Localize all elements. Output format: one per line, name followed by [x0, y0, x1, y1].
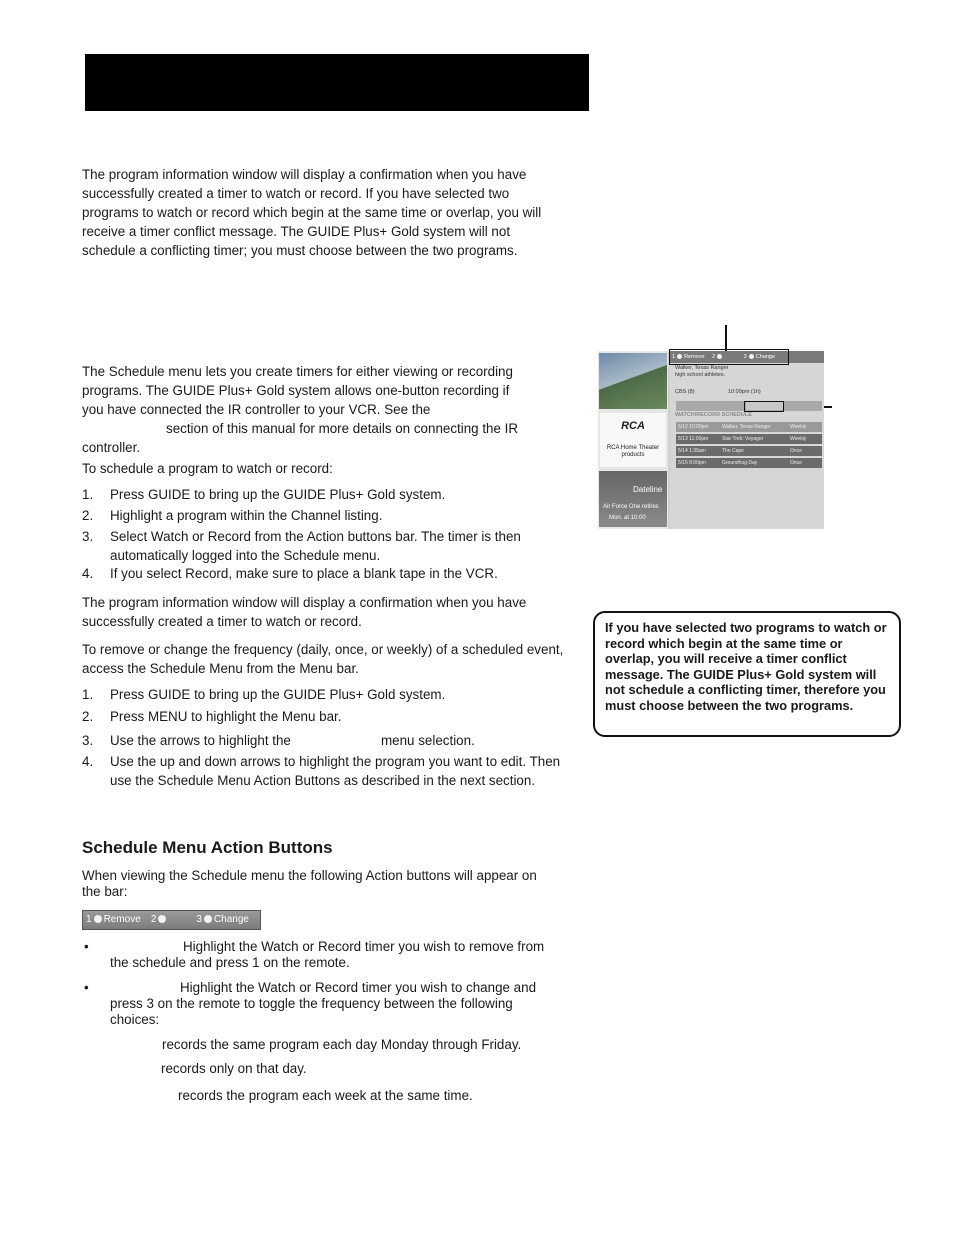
tv-info-line: Walker, Texas Ranger — [675, 365, 729, 371]
pointer-line — [725, 325, 727, 351]
step-text: If you select Record, make sure to place a blank tape in the VCR. — [110, 566, 498, 581]
news-time: Mon. at 10:00 — [609, 515, 646, 521]
remove-label: Remove — [103, 914, 141, 925]
step-number: 3. — [82, 529, 94, 544]
tv-key-2: 2 — [712, 354, 716, 360]
row-date: 5/14 1:35am — [678, 448, 706, 454]
step-number: 2. — [82, 709, 94, 724]
section-heading: Schedule Menu Action Buttons — [82, 838, 333, 857]
row-title: Walker, Texas Ranger — [722, 424, 771, 430]
button-dot-icon — [158, 915, 166, 923]
step-number: 4. — [82, 566, 94, 581]
schedule-intro-line: The Schedule menu lets you create timers for either viewing or recording — [82, 364, 513, 379]
action-key-3: 3 — [196, 914, 202, 925]
remove-paragraph: To remove or change the frequency (daily, once, or weekly) of a scheduled event, access the Schedule Menu from the Menu bar. — [82, 642, 564, 676]
schedule-row — [676, 458, 822, 468]
schedule-row — [676, 446, 822, 456]
ad-brand: RCA — [621, 420, 645, 432]
step-text: Select Watch or Record from the Action buttons bar. The timer is then automatically logged into the Schedule menu. — [110, 529, 521, 563]
row-title: Groundhog Day — [722, 460, 758, 466]
schedule-row — [676, 434, 822, 444]
frequency-daily: records the same program each day Monday through Friday. — [162, 1037, 522, 1052]
tv-right-panel — [670, 351, 824, 529]
news-panel — [599, 471, 667, 527]
intro-paragraph: The program information window will display a confirmation when you have successfully created a timer to watch or record. If you have selected two programs to watch or record which begin at the same time or overlap, you will receive a timer conflict message. The GUIDE Plus+ Gold system will not schedule a conflicting timer; you must choose between the two programs. — [82, 167, 542, 258]
note-callout: If you have selected two programs to watch or record which begin at the same time or overlap, you will receive a timer conflict message. The GUIDE Plus+ Gold system will not schedule a conflicting timer, therefore you must choose between the two programs. — [593, 611, 901, 737]
news-caption: Air Force One retires — [603, 504, 659, 510]
tv-key-3: 3 — [743, 354, 747, 360]
tv-channel: CBS (8) — [675, 389, 695, 395]
highlight-box-actionbar — [669, 349, 789, 365]
step-text: Press MENU to highlight the Menu bar. — [110, 709, 342, 724]
tv-change-label: Change — [755, 354, 776, 360]
frequency-weekly: records the program each week at the same time. — [178, 1088, 473, 1103]
tv-left-panel — [598, 351, 668, 529]
guide-screenshot — [598, 351, 824, 529]
step-text: Highlight a program within the Channel listing. — [110, 508, 383, 523]
row-date: 5/12 10:00pm — [678, 424, 709, 430]
schedule-intro-line: controller. — [82, 440, 141, 455]
ad-text: RCA Home Theater products — [606, 445, 660, 458]
row-frequency: Once — [790, 448, 802, 454]
button-dot-icon — [94, 915, 102, 923]
step-number: 2. — [82, 508, 94, 523]
tv-time: 10:00pm (1h) — [728, 389, 761, 395]
action-key-2: 2 — [150, 914, 157, 925]
schedule-intro — [82, 362, 572, 457]
tv-key-1: 1 — [672, 354, 676, 360]
schedule-intro-line: you have connected the IR controller to your VCR. See the — [82, 402, 431, 417]
news-title: Dateline — [633, 485, 663, 494]
bullet-text: Highlight the Watch or Record timer you wish to change and press 3 on the remote to toggle the frequency between the following choices: — [110, 980, 537, 1027]
step-text: Press GUIDE to bring up the GUIDE Plus+ Gold system. — [110, 487, 446, 502]
schedule-intro-line: programs. The GUIDE Plus+ Gold system allows one-button recording if — [82, 383, 510, 398]
step-text: menu selection. — [381, 733, 475, 748]
step-number: 1. — [82, 687, 94, 702]
step-text: Use the arrows to highlight the — [110, 733, 291, 748]
row-title: Star Trek: Voyager — [722, 436, 764, 442]
frequency-once: records only on that day. — [161, 1061, 307, 1076]
action-bar — [82, 910, 261, 930]
step-number: 4. — [82, 754, 94, 769]
tv-info-line: high school athletes. — [675, 372, 726, 378]
tv-tab-header: WATCH/RECORD SCHEDULE — [675, 412, 752, 418]
row-frequency: Weekly — [790, 424, 807, 430]
row-frequency: Weekly — [790, 436, 807, 442]
schedule-row — [676, 422, 822, 432]
change-label: Change — [213, 914, 249, 925]
ad-panel — [600, 413, 666, 467]
race-thumbnail — [599, 353, 667, 409]
bullet-text: Highlight the Watch or Record timer you wish to remove from the schedule and press 1 on the remote. — [110, 939, 545, 970]
step-number: 1. — [82, 487, 94, 502]
to-schedule-text: To schedule a program to watch or record: — [82, 461, 333, 476]
step-text: Press GUIDE to bring up the GUIDE Plus+ Gold system. — [110, 687, 446, 702]
highlight-box-tab — [744, 401, 784, 412]
section-intro: When viewing the Schedule menu the following Action buttons will appear on the bar: — [82, 868, 537, 899]
row-title: The Cape — [722, 448, 744, 454]
tv-remove-label: Remove — [684, 354, 705, 360]
row-frequency: Once — [790, 460, 802, 466]
bullet-mark: • — [84, 939, 89, 954]
row-date: 5/13 11:00pm — [678, 436, 709, 442]
confirm-paragraph: The program information window will display a confirmation when you have successfully created a timer to watch or record. — [82, 595, 527, 629]
action-key-1: 1 — [86, 914, 92, 925]
row-date: 5/15 8:00pm — [678, 460, 706, 466]
header-bar — [85, 54, 589, 111]
schedule-intro-line: section of this manual for more details on connecting the IR — [166, 421, 519, 436]
bullet-mark: • — [84, 980, 89, 995]
step-text: Use the up and down arrows to highlight the program you want to edit. Then use the Schedule Menu Action Buttons as described in the next section. — [110, 754, 561, 788]
button-dot-icon — [204, 915, 212, 923]
step-number: 3. — [82, 733, 94, 748]
